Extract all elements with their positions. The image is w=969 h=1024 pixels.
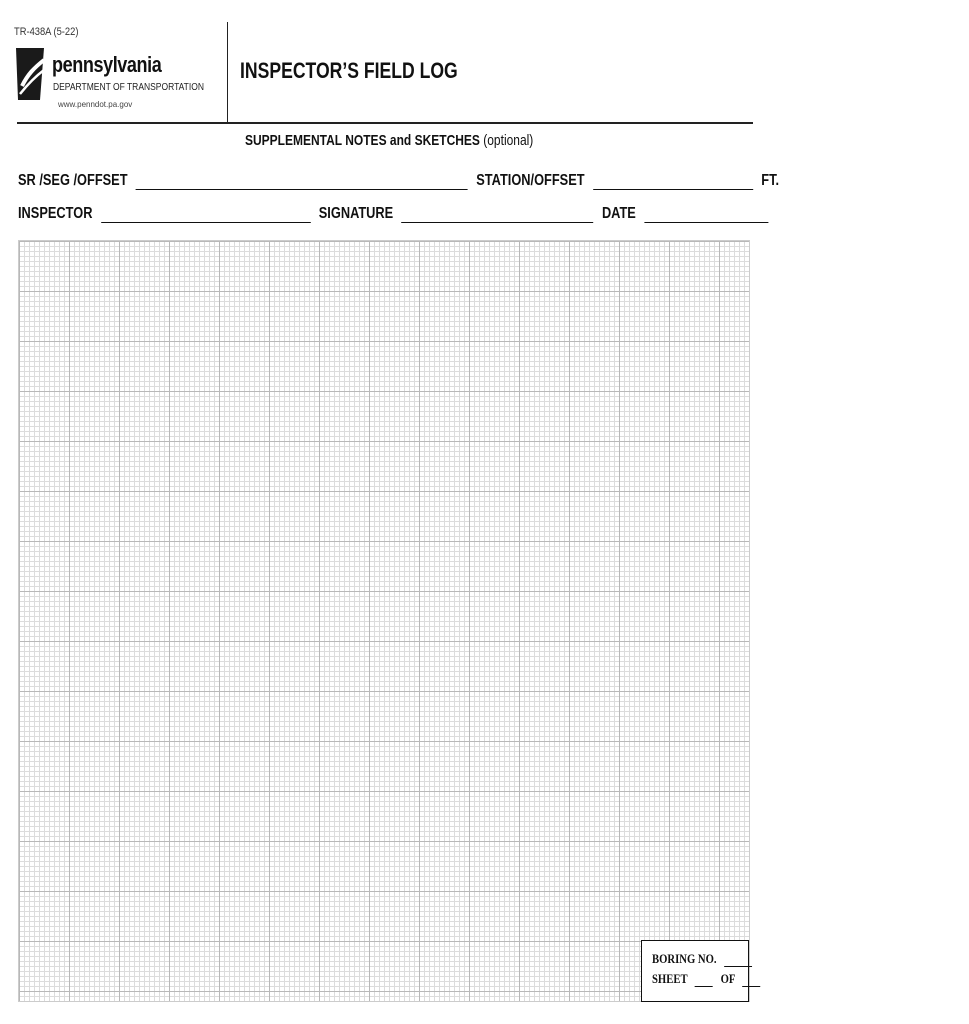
- header-rule: [17, 122, 753, 124]
- header-divider: [227, 22, 228, 124]
- sheet-label: SHEET: [652, 971, 688, 986]
- date-field[interactable]: [644, 206, 768, 223]
- sr-seg-offset-label: SR /SEG /OFFSET: [18, 172, 128, 189]
- boring-sheet-box: [641, 940, 749, 1002]
- signature-field[interactable]: [402, 206, 594, 223]
- location-row: [18, 172, 969, 190]
- page-title: INSPECTOR’S FIELD LOG: [240, 58, 458, 83]
- inspector-row: [18, 205, 962, 223]
- date-label: DATE: [601, 205, 636, 222]
- of-label: OF: [720, 971, 735, 986]
- boring-no-label: BORING NO.: [652, 951, 717, 966]
- logo-department: DEPARTMENT OF TRANSPORTATION: [53, 82, 204, 93]
- boring-no-field[interactable]: [724, 954, 752, 967]
- station-offset-label: STATION/OFFSET: [476, 172, 585, 189]
- sr-seg-offset-field[interactable]: [136, 173, 468, 190]
- station-offset-field[interactable]: [593, 173, 753, 190]
- signature-label: SIGNATURE: [318, 205, 394, 222]
- inspector-label: INSPECTOR: [18, 205, 93, 222]
- form-code: TR-438A (5-22): [14, 26, 79, 38]
- pennsylvania-keystone-logo-icon: [14, 46, 46, 102]
- sketch-grid[interactable]: [18, 240, 750, 1002]
- section-subtitle: [245, 132, 533, 149]
- inspector-field[interactable]: [101, 206, 311, 223]
- subtitle-optional: (optional): [483, 132, 534, 149]
- ft-label: FT.: [761, 172, 780, 189]
- logo-url[interactable]: www.penndot.pa.gov: [58, 100, 133, 109]
- sheet-total-field[interactable]: [743, 974, 761, 987]
- logo-name: pennsylvania: [52, 52, 162, 77]
- sheet-number-field[interactable]: [695, 974, 713, 987]
- subtitle-bold: SUPPLEMENTAL NOTES and SKETCHES: [245, 132, 480, 149]
